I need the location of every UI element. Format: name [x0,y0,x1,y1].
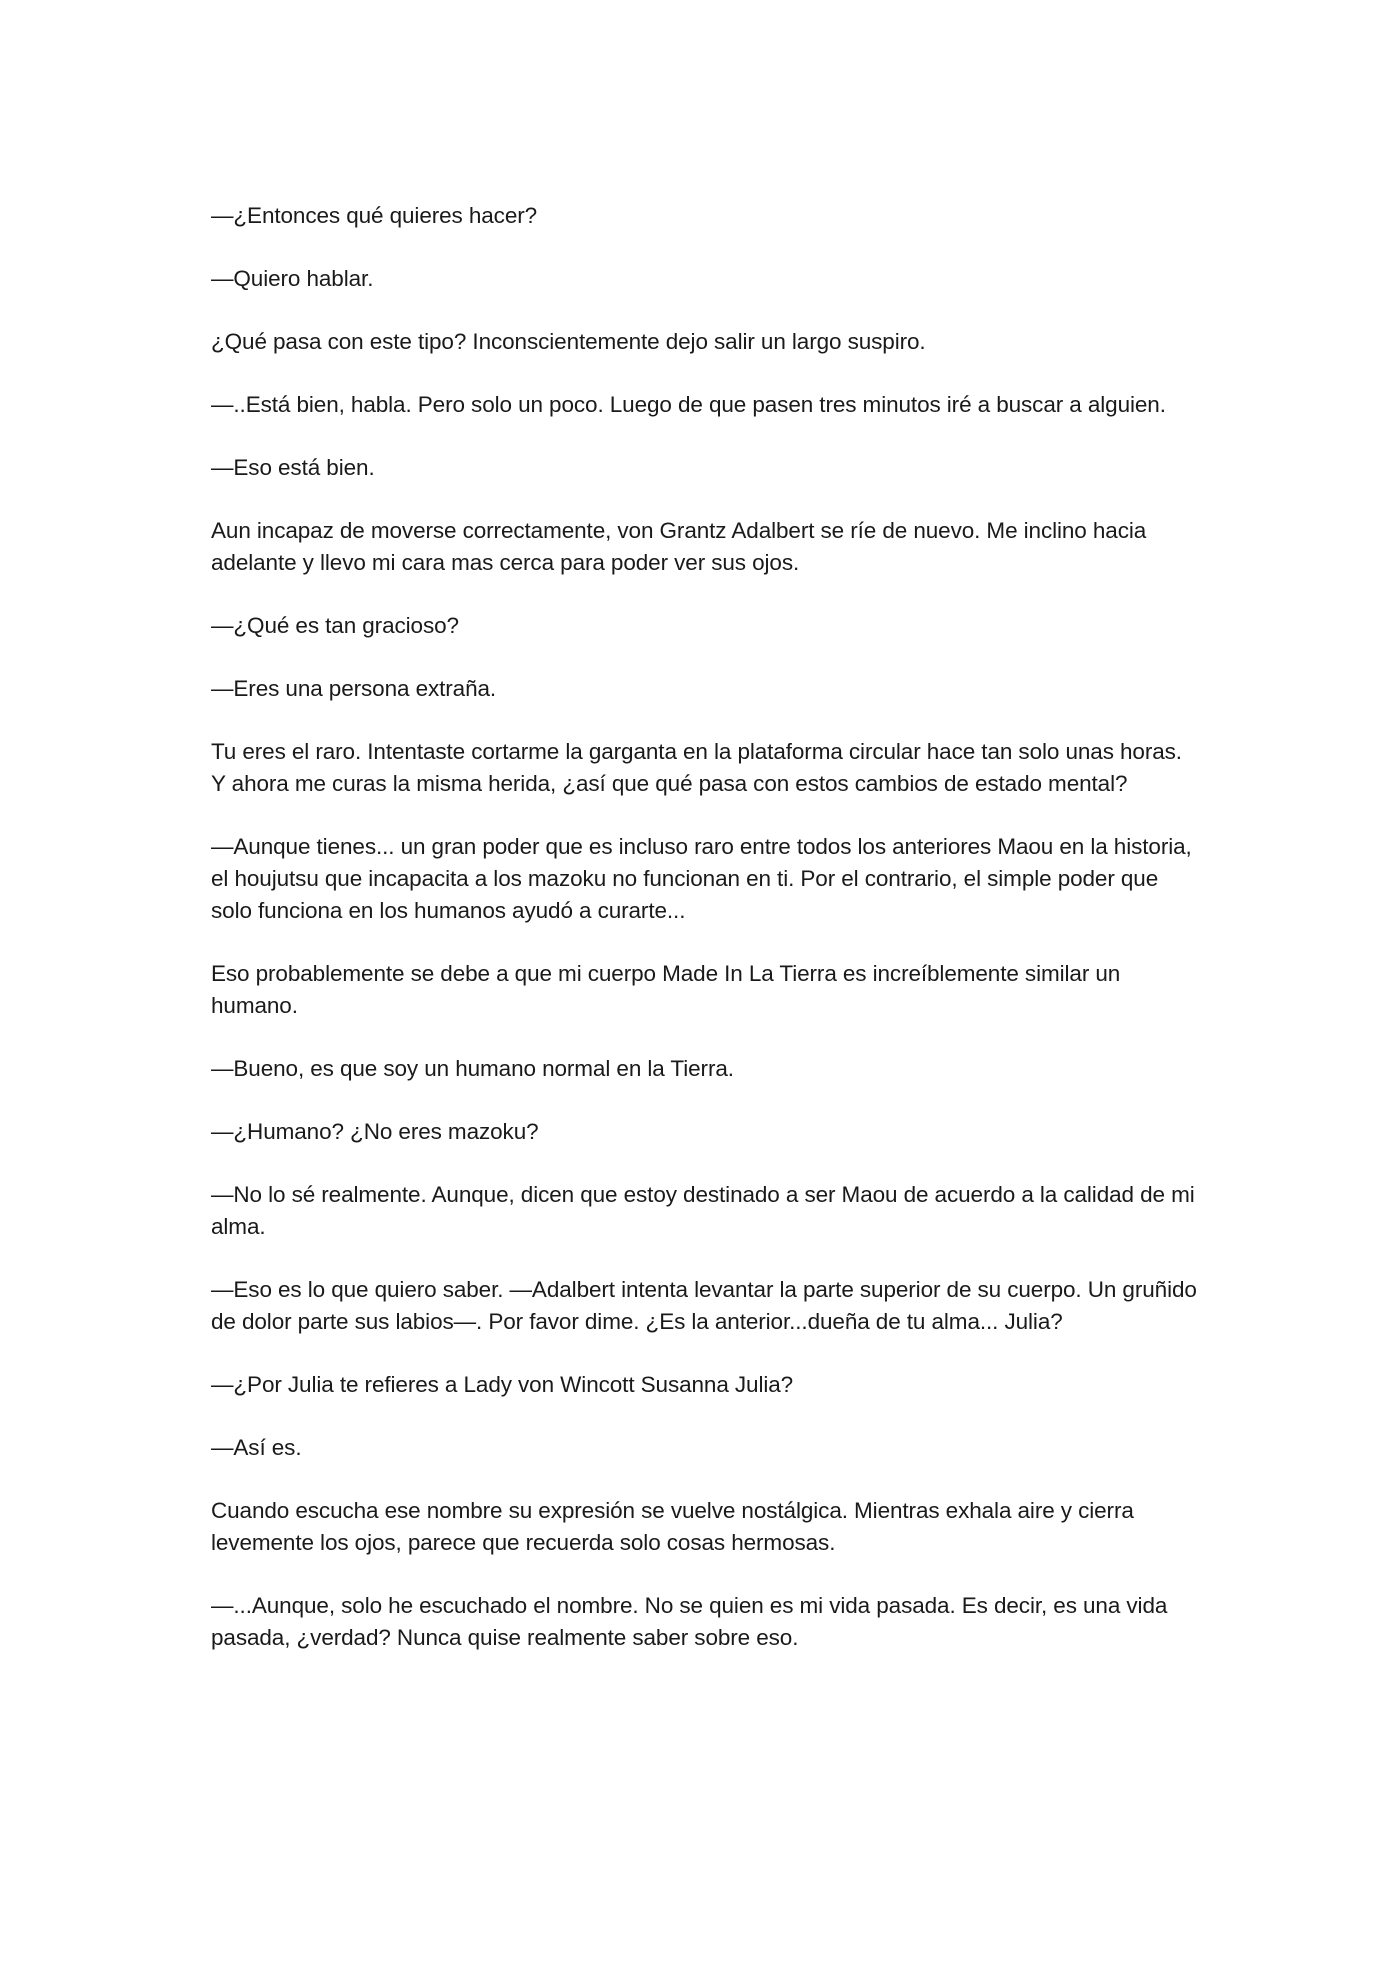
paragraph: —Eres una persona extraña. [211,676,497,701]
paragraph: —Así es. [211,1435,302,1460]
paragraph: —Aunque tienes... un gran poder que es incluso raro entre todos los anteriores Maou en la historia, el houjutsu que incapacita a los mazoku no funcionan en ti. Por el contrario, el simple poder que solo funciona en los humanos ayudó a curarte... [211,834,1192,923]
paragraph: —No lo sé realmente. Aunque, dicen que estoy destinado a ser Maou de acuerdo a la calidad de mi alma. [211,1182,1195,1239]
paragraph: —..Está bien, habla. Pero solo un poco. Luego de que pasen tres minutos iré a buscar a alguien. [211,392,1166,417]
paragraph: —Eso está bien. [211,455,375,480]
paragraph: —Quiero hablar. [211,266,374,291]
paragraph: —Eso es lo que quiero saber. —Adalbert intenta levantar la parte superior de su cuerpo. Un gruñido de dolor parte sus labios—. Por favor dime. ¿Es la anterior...dueña de tu alma... Julia? [211,1277,1197,1334]
paragraph: —¿Qué es tan gracioso? [211,613,459,638]
paragraph: ¿Qué pasa con este tipo? Inconscientemente dejo salir un largo suspiro. [211,329,926,354]
document-body [211,200,1201,1685]
paragraph: —...Aunque, solo he escuchado el nombre. No se quien es mi vida pasada. Es decir, es una vida pasada, ¿verdad? Nunca quise realmente saber sobre eso. [211,1593,1168,1650]
paragraph: —¿Humano? ¿No eres mazoku? [211,1119,539,1144]
paragraph: —¿Por Julia te refieres a Lady von Wincott Susanna Julia? [211,1372,794,1397]
paragraph: Cuando escucha ese nombre su expresión se vuelve nostálgica. Mientras exhala aire y cierra levemente los ojos, parece que recuerda solo cosas hermosas. [211,1498,1134,1555]
paragraph: Aun incapaz de moverse correctamente, von Grantz Adalbert se ríe de nuevo. Me inclino hacia adelante y llevo mi cara mas cerca para poder ver sus ojos. [211,518,1147,575]
paragraph: —¿Entonces qué quieres hacer? [211,203,538,228]
paragraph: Tu eres el raro. Intentaste cortarme la garganta en la plataforma circular hace tan solo unas horas. Y ahora me curas la misma herida, ¿así que qué pasa con estos cambios de estado mental? [211,739,1182,796]
paragraph: —Bueno, es que soy un humano normal en la Tierra. [211,1056,734,1081]
paragraph: Eso probablemente se debe a que mi cuerpo Made In La Tierra es increíblemente similar un humano. [211,961,1121,1018]
